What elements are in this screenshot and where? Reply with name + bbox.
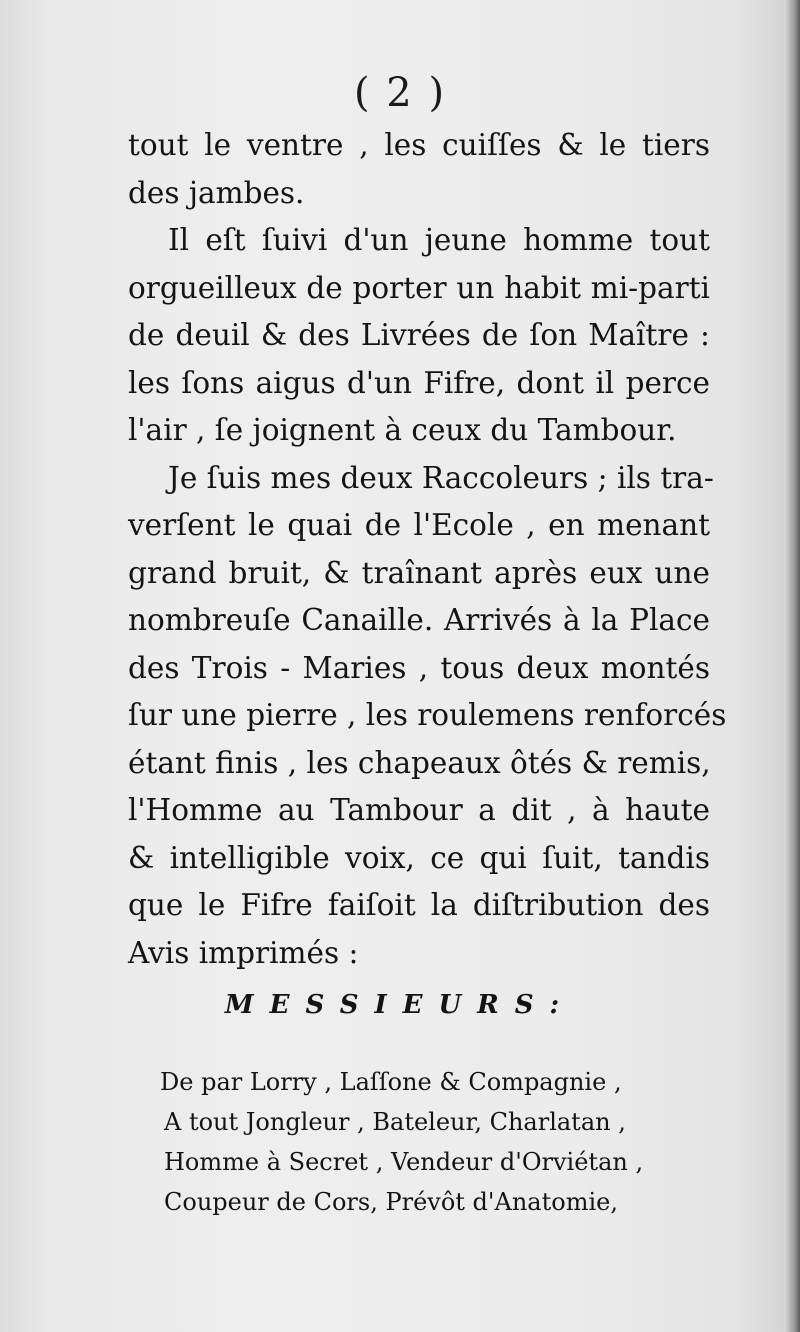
text-line: les ſons aigus d'un Fifre, dont il perce	[128, 365, 710, 400]
text-line: Je ſuis mes deux Raccoleurs ; ils tra-	[168, 460, 714, 495]
text-line: Il eſt ſuivi d'un jeune homme tout	[168, 223, 710, 257]
text-line: de deuil & des Livrées de ſon Maître :	[128, 318, 710, 352]
text-line: ſur une pierre , les roulemens renforcés	[128, 698, 727, 732]
verse-line: Homme à Secret , Vendeur d'Orviétan ,	[164, 1148, 644, 1176]
text-line: que le Fifre faiſoit la diſtribution des	[128, 888, 710, 922]
page-number: ( 2 )	[353, 70, 447, 116]
body-paragraphs	[128, 122, 727, 977]
verse-block	[160, 1062, 680, 1222]
text-line: & intelligible voix, ce qui ſuit, tandis	[128, 840, 710, 875]
verse-line: A tout Jongleur , Bateleur, Charlatan ,	[164, 1108, 626, 1136]
section-heading: MESSIEURS:	[224, 990, 576, 1020]
text-line: des Trois - Maries , tous deux montés	[128, 650, 710, 685]
text-line: grand bruit, & traînant après eux une	[128, 555, 710, 590]
text-line: orgueilleux de porter un habit mi-parti	[128, 270, 710, 305]
text-line: Avis imprimés :	[128, 935, 359, 970]
text-line: l'Homme au Tambour a dit , à haute	[128, 793, 710, 827]
page-gutter-shadow	[786, 0, 800, 1332]
verse-line: Coupeur de Cors, Prévôt d'Anatomie,	[164, 1188, 618, 1216]
text-line: étant finis , les chapeaux ôtés & remis,	[128, 745, 711, 780]
text-line: des jambes.	[128, 175, 305, 210]
text-line: l'air , ſe joignent à ceux du Tambour.	[128, 413, 677, 447]
verse-line: De par Lorry , Laſſone & Compagnie ,	[160, 1068, 622, 1096]
text-line: nombreuſe Canaille. Arrivés à la Place	[128, 603, 710, 637]
text-line: tout le ventre , les cuiſſes & le tiers	[128, 128, 710, 162]
text-line: verſent le quai de l'Ecole , en menant	[128, 508, 710, 542]
